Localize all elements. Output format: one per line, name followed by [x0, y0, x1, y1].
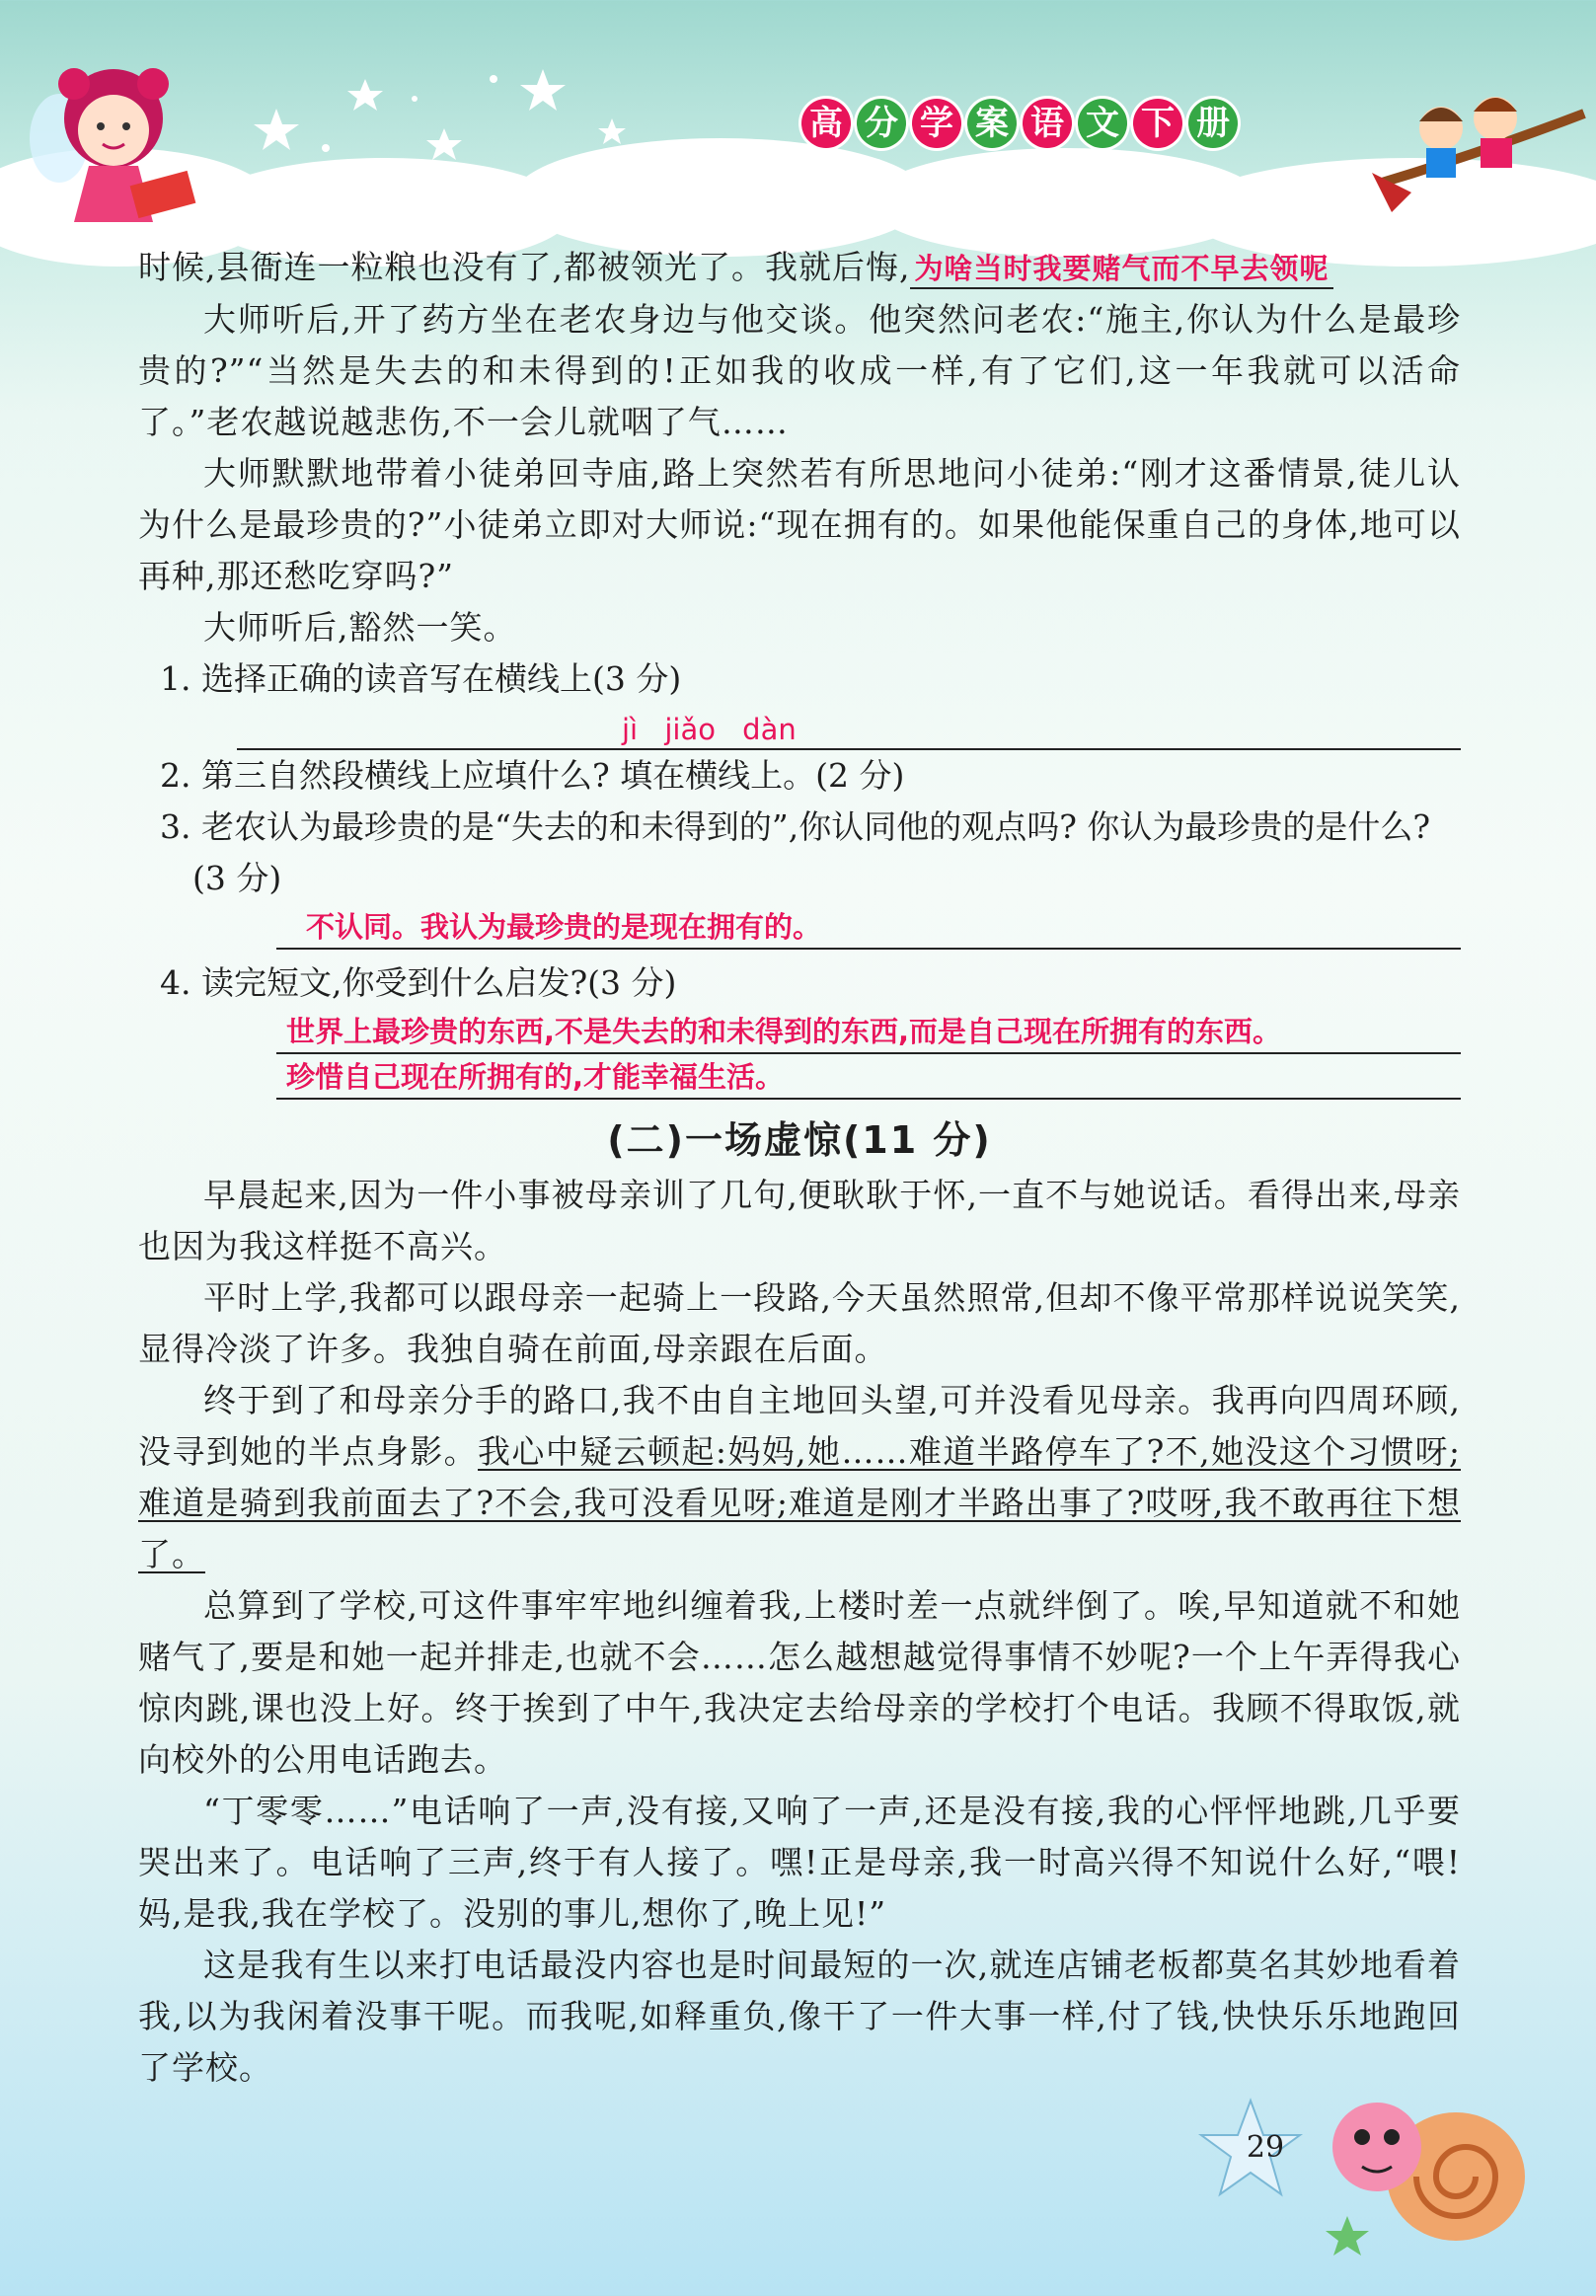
- stars-decoration: [217, 39, 730, 197]
- passage-paragraph: 大师听后,豁然一笑。: [203, 608, 517, 647]
- story-paragraph: “丁零零……”电话响了一声,没有接,又响了一声,还是没有接,我的心怦怦地跳,几乎要哭出来了。电话响了三声,终于有人接了。嘿!正是母亲,我一时高兴得不知说什么好,“喂!妈,是我,我在学校了。没别的事儿,想你了,晚上见!”: [138, 1792, 1461, 1933]
- section-title: (二)一场虚惊(11 分): [607, 1118, 992, 1162]
- title-char-badge: 分: [857, 99, 906, 148]
- book-title: [801, 99, 1238, 148]
- handwritten-answer: 不认同。我认为最珍贵的是现在拥有的。: [306, 910, 822, 944]
- title-char-badge: 高: [801, 99, 851, 148]
- passage-paragraph: 大师默默地带着小徒弟回寺庙,路上突然若有所思地问小徒弟:“刚才这番情景,徒儿认为什么是最珍贵的?”小徒弟立即对大师说:“现在拥有的。如果他能保重自己的身体,地可以再种,那还愁吃穿吗?”: [138, 454, 1461, 595]
- title-char-badge: 案: [967, 99, 1017, 148]
- question-2: 2. 第三自然段横线上应填什么? 填在横线上。(2 分): [160, 756, 905, 795]
- underlined-sentence: 我心中疑云顿起:妈妈,她……难道半路停车了?不,她没这个习惯呀;难道是骑到我前面去了?不会,我可没看见呀;难道是刚才半路出事了?哎呀,我不敢再往下想了。: [138, 1432, 1461, 1573]
- answer-line: [276, 1054, 1461, 1100]
- snail-illustration: [1318, 2083, 1535, 2260]
- page-content: [138, 242, 1461, 2094]
- passage-text: 时候,县衙连一粒粮也没有了,都被领光了。我就后悔,: [138, 248, 911, 286]
- fairy-illustration: [20, 39, 207, 227]
- pinyin-answer: jì jiǎo dàn: [622, 713, 797, 746]
- page-header: [0, 0, 1596, 247]
- story-paragraph: 平时上学,我都可以跟母亲一起骑上一段路,今天虽然照常,但却不像平常那样说说笑笑,显得冷淡了许多。我独自骑在前面,母亲跟在后面。: [138, 1278, 1461, 1368]
- answer-line: [276, 904, 1461, 950]
- story-paragraph: 早晨起来,因为一件小事被母亲训了几句,便耿耿于怀,一直不与她说话。看得出来,母亲也因为我这样挺不高兴。: [138, 1176, 1461, 1265]
- handwritten-answer: 世界上最珍贵的东西,不是失去的和未得到的东西,而是自己现在所拥有的东西。: [286, 1015, 1282, 1048]
- passage-line: [138, 242, 1461, 294]
- story-paragraph: 这是我有生以来打电话最没内容也是时间最短的一次,就连店铺老板都莫名其妙地看着我,以为我闲着没事干呢。而我呢,如释重负,像干了一件大事一样,付了钱,快快乐乐地跑回了学校。: [138, 1946, 1461, 2087]
- title-char-badge: 文: [1078, 99, 1127, 148]
- title-char-badge: 语: [1023, 99, 1072, 148]
- title-char-badge: 下: [1133, 99, 1182, 148]
- title-char-badge: 册: [1188, 99, 1238, 148]
- story-text: 终于到了和母亲分手的路口,我不由自主地回头望,可并没看见母亲。我再向四周环顾,没寻到她的半点身影。: [138, 1381, 1461, 1471]
- handwritten-answer: 珍惜自己现在所拥有的,才能幸福生活。: [286, 1060, 785, 1094]
- title-char-badge: 学: [912, 99, 961, 148]
- question-1: 1. 选择正确的读音写在横线上(3 分): [160, 659, 682, 698]
- kids-on-broom-illustration: [1372, 74, 1589, 222]
- answer-line: [276, 1009, 1461, 1054]
- passage-paragraph: 大师听后,开了药方坐在老农身边与他交谈。他突然问老农:“施主,你认为什么是最珍贵的?”“当然是失去的和未得到的!正如我的收成一样,有了它们,这一年我就可以活命了。”老农越说越悲伤,不一会儿就咽了气……: [138, 300, 1461, 441]
- question-3: 3. 老农认为最珍贵的是“失去的和未得到的”,你认同他的观点吗? 你认为最珍贵的是什么?(3 分): [160, 807, 1431, 897]
- page-number: 29: [1246, 2130, 1285, 2165]
- question-4: 4. 读完短文,你受到什么启发?(3 分): [160, 963, 677, 1002]
- handwritten-answer: 为啥当时我要赌气而不早去领呢: [910, 252, 1332, 289]
- story-paragraph: 总算到了学校,可这件事牢牢地纠缠着我,上楼时差一点就绊倒了。唉,早知道就不和她赌气了,要是和她一起并排走,也就不会……怎么越想越觉得事情不妙呢?一个上午弄得我心惊肉跳,课也没上好。终于挨到了中午,我决定去给母亲的学校打个电话。我顾不得取饭,就向校外的公用电话跑去。: [138, 1586, 1461, 1779]
- story-paragraph: [138, 1375, 1461, 1580]
- answer-line: [237, 705, 1461, 750]
